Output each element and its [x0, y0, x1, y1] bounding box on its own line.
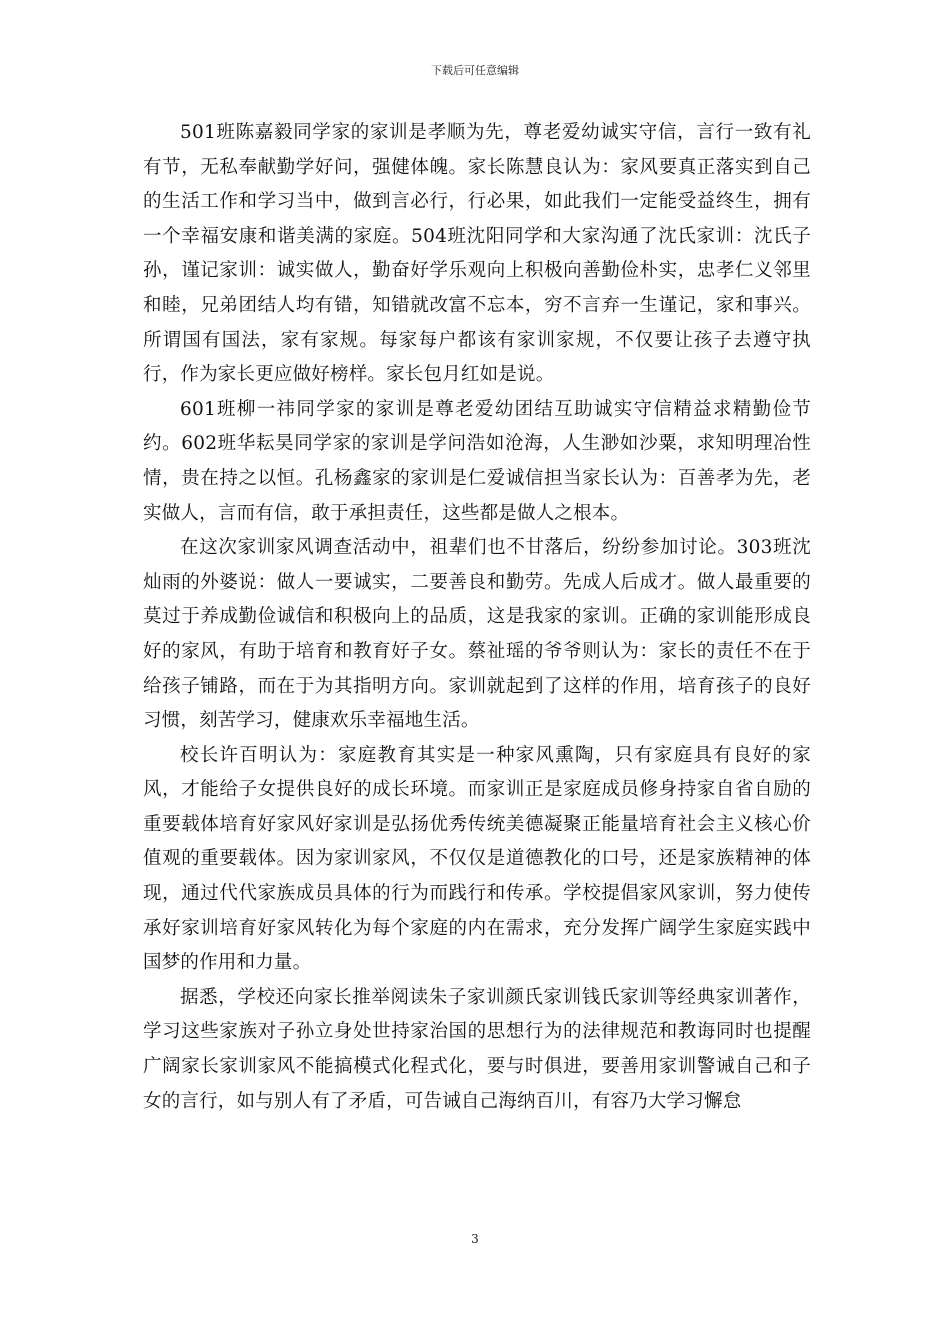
paragraph-5: 据悉，学校还向家长推举阅读朱子家训颜氏家训钱氏家训等经典家训著作，学习这些家族对子孙立身处世持家治国的思想行为的法律规范和教诲同时也提醒广阔家长家训家风不能搞模式化程式化，要与时俱进，要善用家训警诫自己和子女的言行，如与别人有了矛盾，可告诫自己海纳百川，有容乃大学习懈怠 [143, 986, 811, 1112]
paragraph-2: 601班柳一祎同学家的家训是尊老爱幼团结互助诚实守信精益求精勤俭节约。602班华耘昊同学家的家训是学问浩如沧海，人生渺如沙粟，求知明理冶性情，贵在持之以恒。孔杨鑫家的家训是仁爱诚信担当家长认为：百善孝为先，老实做人，言而有信，敢于承担责任，这些都是做人之根本。 [143, 398, 811, 524]
paragraph-1: 501班陈嘉毅同学家的家训是孝顺为先，尊老爱幼诚实守信，言行一致有礼有节，无私奉献勤学好问，强健体魄。家长陈慧良认为：家风要真正落实到自己的生活工作和学习当中，做到言必行，行必果，如此我们一定能受益终生，拥有一个幸福安康和谐美满的家庭。504班沈阳同学和大家沟通了沈氏家训：沈氏子孙，谨记家训：诚实做人，勤奋好学乐观向上积极向善勤俭朴实，忠孝仁义邻里和睦，兄弟团结人均有错，知错就改富不忘本，穷不言弃一生谨记，家和事兴。所谓国有国法，家有家规。每家每户都该有家训家规，不仅要让孩子去遵守执行，作为家长更应做好榜样。家长包月红如是说。 [143, 122, 811, 386]
paragraph-4: 校长许百明认为：家庭教育其实是一种家风熏陶，只有家庭具有良好的家风，才能给子女提供良好的成长环境。而家训正是家庭成员修身持家自省自励的重要载体培育好家风好家训是弘扬优秀传统美德凝聚正能量培育社会主义核心价值观的重要载体。因为家训家风，不仅仅是道德教化的口号，还是家族精神的体现，通过代代家族成员具体的行为而践行和传承。学校提倡家风家训，努力使传承好家训培育好家风转化为每个家庭的内在需求，充分发挥广阔学生家庭实践中国梦的作用和力量。 [143, 744, 811, 974]
document-body [143, 116, 811, 1119]
paragraph-3: 在这次家训家风调查活动中，祖辈们也不甘落后，纷纷参加讨论。303班沈灿雨的外婆说：做人一要诚实，二要善良和勤劳。先成人后成才。做人最重要的莫过于养成勤俭诚信和积极向上的品质，这是我家的家训。正确的家训能形成良好的家风，有助于培育和教育好子女。蔡祉瑶的爷爷则认为：家长的责任不在于给孩子铺路，而在于为其指明方向。家训就起到了这样的作用，培育孩子的良好习惯，刻苦学习，健康欢乐幸福地生活。 [143, 537, 811, 732]
page-header: 下载后可任意编辑 [431, 64, 519, 77]
page-number: 3 [471, 1232, 479, 1246]
